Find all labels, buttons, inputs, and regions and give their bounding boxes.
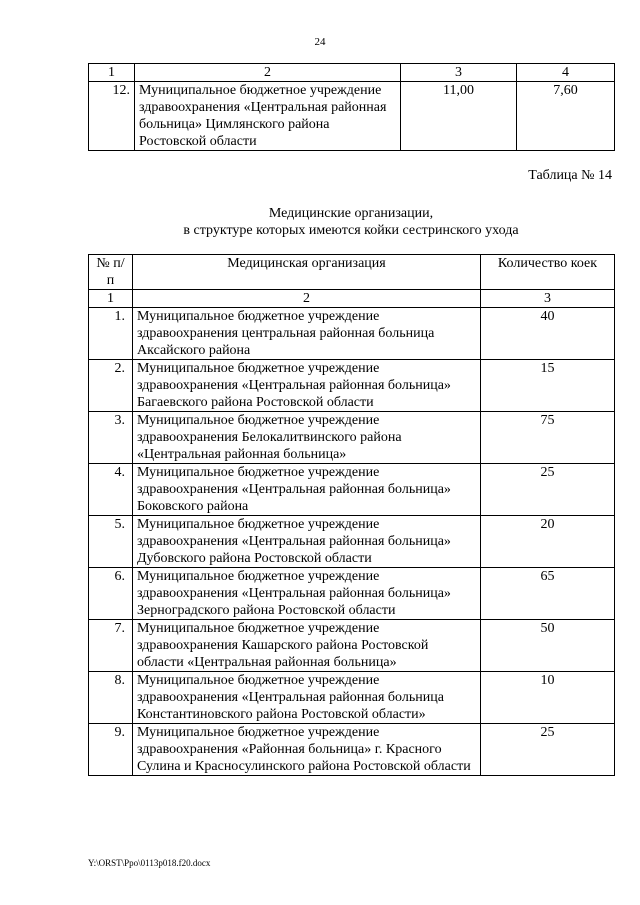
table-title bbox=[88, 205, 614, 239]
row-number: 2. bbox=[89, 360, 133, 412]
col-index: 3 bbox=[401, 64, 517, 82]
organization-name: Муниципальное бюджетное учреждение здравоохранения «Центральная районная больница Константиновского района Ростовской области» bbox=[133, 672, 481, 724]
page-number: 24 bbox=[314, 36, 326, 48]
row-number: 4. bbox=[89, 464, 133, 516]
table-label: Таблица № 14 bbox=[528, 168, 612, 183]
organization-name: Муниципальное бюджетное учреждение здравоохранения «Центральная районная больница» Зерноградского района Ростовской области bbox=[133, 568, 481, 620]
beds-count: 10 bbox=[481, 672, 615, 724]
organization-name: Муниципальное бюджетное учреждение здравоохранения «Центральная районная больница» Боковского района bbox=[133, 464, 481, 516]
header-row bbox=[89, 255, 615, 290]
table-row bbox=[89, 724, 615, 776]
organization-name: Муниципальное бюджетное учреждение здравоохранения «Центральная районная больница» Багаевского района Ростовской области bbox=[133, 360, 481, 412]
row-number: 3. bbox=[89, 412, 133, 464]
header-qty: Количество коек bbox=[481, 255, 615, 290]
header-org: Медицинская организация bbox=[133, 255, 481, 290]
value-cell: 11,00 bbox=[401, 82, 517, 151]
title-line: Медицинские организации, bbox=[268, 206, 434, 221]
table-row bbox=[89, 308, 615, 360]
table-row bbox=[89, 568, 615, 620]
organization-name: Муниципальное бюджетное учреждение здравоохранения «Центральная районная больница» Дубовского района Ростовской области bbox=[133, 516, 481, 568]
organization-name: Муниципальное бюджетное учреждение здравоохранения центральная районная больница Аксайского района bbox=[133, 308, 481, 360]
table-row bbox=[89, 82, 615, 151]
value-cell: 7,60 bbox=[517, 82, 615, 151]
row-number: 5. bbox=[89, 516, 133, 568]
row-number: 9. bbox=[89, 724, 133, 776]
column-index-row bbox=[89, 64, 615, 82]
table-row bbox=[89, 516, 615, 568]
col-index: 4 bbox=[517, 64, 615, 82]
row-number: 6. bbox=[89, 568, 133, 620]
beds-count: 50 bbox=[481, 620, 615, 672]
col-index: 1 bbox=[89, 64, 135, 82]
beds-count: 15 bbox=[481, 360, 615, 412]
row-number: 12. bbox=[89, 82, 135, 151]
beds-count: 65 bbox=[481, 568, 615, 620]
organization-name: Муниципальное бюджетное учреждение здравоохранения Белокалитвинского района «Центральная районная больница» bbox=[133, 412, 481, 464]
col-index: 2 bbox=[135, 64, 401, 82]
column-index-row bbox=[89, 290, 615, 308]
table-row bbox=[89, 672, 615, 724]
organization-name: Муниципальное бюджетное учреждение здравоохранения Кашарского района Ростовской области «Центральная районная больница» bbox=[133, 620, 481, 672]
header-num: № п/п bbox=[89, 255, 133, 290]
row-number: 1. bbox=[89, 308, 133, 360]
row-number: 7. bbox=[89, 620, 133, 672]
continued-table bbox=[88, 63, 615, 151]
beds-count: 20 bbox=[481, 516, 615, 568]
organization-name: Муниципальное бюджетное учреждение здравоохранения «Центральная районная больница» Цимлянского района Ростовской области bbox=[135, 82, 401, 151]
col-index: 2 bbox=[133, 290, 481, 308]
table-row bbox=[89, 360, 615, 412]
beds-count: 75 bbox=[481, 412, 615, 464]
beds-table bbox=[88, 254, 615, 776]
beds-count: 25 bbox=[481, 724, 615, 776]
col-index: 1 bbox=[89, 290, 133, 308]
table-row bbox=[89, 464, 615, 516]
beds-count: 40 bbox=[481, 308, 615, 360]
title-line: в структуре которых имеются койки сестринского ухода bbox=[183, 223, 519, 238]
file-path-footer: Y:\ORST\Ppo\0113p018.f20.docx bbox=[88, 858, 211, 868]
beds-count: 25 bbox=[481, 464, 615, 516]
col-index: 3 bbox=[481, 290, 615, 308]
organization-name: Муниципальное бюджетное учреждение здравоохранения «Районная больница» г. Красного Сулина и Красносулинского района Ростовской области bbox=[133, 724, 481, 776]
row-number: 8. bbox=[89, 672, 133, 724]
table-row bbox=[89, 620, 615, 672]
table-row bbox=[89, 412, 615, 464]
